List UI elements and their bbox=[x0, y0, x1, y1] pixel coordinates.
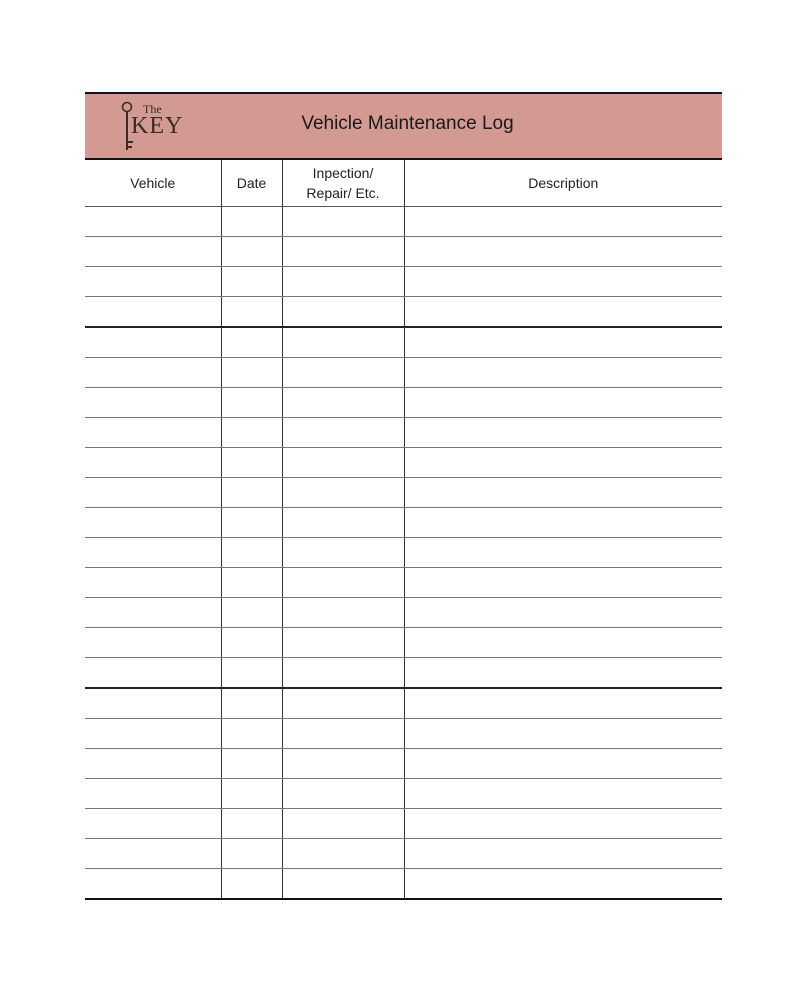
description-cell[interactable] bbox=[404, 779, 722, 809]
description-cell[interactable] bbox=[404, 267, 722, 297]
type-cell[interactable] bbox=[282, 207, 404, 237]
date-cell[interactable] bbox=[221, 869, 282, 900]
date-cell[interactable] bbox=[221, 267, 282, 297]
type-cell[interactable] bbox=[282, 658, 404, 689]
date-cell[interactable] bbox=[221, 839, 282, 869]
table-row bbox=[85, 688, 722, 719]
description-cell[interactable] bbox=[404, 237, 722, 267]
description-cell[interactable] bbox=[404, 508, 722, 538]
table-row bbox=[85, 448, 722, 478]
vehicle-cell[interactable] bbox=[85, 418, 221, 448]
type-cell[interactable] bbox=[282, 267, 404, 297]
type-cell[interactable] bbox=[282, 779, 404, 809]
vehicle-cell[interactable] bbox=[85, 658, 221, 689]
vehicle-cell[interactable] bbox=[85, 749, 221, 779]
type-cell[interactable] bbox=[282, 809, 404, 839]
column-header-date: Date bbox=[221, 160, 282, 207]
vehicle-cell[interactable] bbox=[85, 568, 221, 598]
type-cell[interactable] bbox=[282, 297, 404, 328]
vehicle-cell[interactable] bbox=[85, 358, 221, 388]
description-cell[interactable] bbox=[404, 568, 722, 598]
vehicle-cell[interactable] bbox=[85, 598, 221, 628]
date-cell[interactable] bbox=[221, 508, 282, 538]
column-header-description: Description bbox=[404, 160, 722, 207]
date-cell[interactable] bbox=[221, 478, 282, 508]
type-cell[interactable] bbox=[282, 508, 404, 538]
logo-small-text: The bbox=[143, 102, 162, 116]
vehicle-cell[interactable] bbox=[85, 779, 221, 809]
table-row bbox=[85, 538, 722, 568]
table-row bbox=[85, 658, 722, 689]
date-cell[interactable] bbox=[221, 749, 282, 779]
date-cell[interactable] bbox=[221, 568, 282, 598]
type-cell[interactable] bbox=[282, 628, 404, 658]
table-row bbox=[85, 869, 722, 900]
table-row bbox=[85, 297, 722, 328]
vehicle-cell[interactable] bbox=[85, 237, 221, 267]
table-row bbox=[85, 267, 722, 297]
type-cell[interactable] bbox=[282, 719, 404, 749]
date-cell[interactable] bbox=[221, 297, 282, 328]
vehicle-cell[interactable] bbox=[85, 719, 221, 749]
table-row bbox=[85, 508, 722, 538]
description-cell[interactable] bbox=[404, 628, 722, 658]
vehicle-cell[interactable] bbox=[85, 809, 221, 839]
vehicle-cell[interactable] bbox=[85, 839, 221, 869]
table-row bbox=[85, 779, 722, 809]
vehicle-cell[interactable] bbox=[85, 297, 221, 328]
type-cell[interactable] bbox=[282, 448, 404, 478]
description-cell[interactable] bbox=[404, 358, 722, 388]
date-cell[interactable] bbox=[221, 388, 282, 418]
maintenance-log-table bbox=[85, 160, 722, 900]
table-row bbox=[85, 237, 722, 267]
description-cell[interactable] bbox=[404, 658, 722, 689]
type-cell[interactable] bbox=[282, 598, 404, 628]
vehicle-cell[interactable] bbox=[85, 628, 221, 658]
table-row bbox=[85, 628, 722, 658]
description-cell[interactable] bbox=[404, 598, 722, 628]
type-cell[interactable] bbox=[282, 358, 404, 388]
type-cell[interactable] bbox=[282, 839, 404, 869]
vehicle-cell[interactable] bbox=[85, 869, 221, 900]
type-cell[interactable] bbox=[282, 327, 404, 358]
vehicle-cell[interactable] bbox=[85, 267, 221, 297]
date-cell[interactable] bbox=[221, 358, 282, 388]
description-cell[interactable] bbox=[404, 869, 722, 900]
type-cell[interactable] bbox=[282, 237, 404, 267]
table-row bbox=[85, 358, 722, 388]
date-cell[interactable] bbox=[221, 418, 282, 448]
date-cell[interactable] bbox=[221, 628, 282, 658]
type-cell[interactable] bbox=[282, 388, 404, 418]
description-cell[interactable] bbox=[404, 478, 722, 508]
description-cell[interactable] bbox=[404, 688, 722, 719]
table-header-row bbox=[85, 160, 722, 207]
description-cell[interactable] bbox=[404, 418, 722, 448]
date-cell[interactable] bbox=[221, 207, 282, 237]
table-row bbox=[85, 207, 722, 237]
table-row bbox=[85, 568, 722, 598]
date-cell[interactable] bbox=[221, 779, 282, 809]
vehicle-cell[interactable] bbox=[85, 327, 221, 358]
table-row bbox=[85, 809, 722, 839]
date-cell[interactable] bbox=[221, 719, 282, 749]
column-header-vehicle: Vehicle bbox=[85, 160, 221, 207]
type-cell[interactable] bbox=[282, 869, 404, 900]
date-cell[interactable] bbox=[221, 598, 282, 628]
document-title: Vehicle Maintenance Log bbox=[301, 113, 514, 134]
vehicle-cell[interactable] bbox=[85, 688, 221, 719]
description-cell[interactable] bbox=[404, 207, 722, 237]
description-cell[interactable] bbox=[404, 809, 722, 839]
vehicle-cell[interactable] bbox=[85, 538, 221, 568]
vehicle-cell[interactable] bbox=[85, 207, 221, 237]
description-cell[interactable] bbox=[404, 448, 722, 478]
logo-large-text: KEY bbox=[131, 113, 184, 139]
table-row bbox=[85, 327, 722, 358]
description-cell[interactable] bbox=[404, 538, 722, 568]
table-row bbox=[85, 598, 722, 628]
type-cell[interactable] bbox=[282, 538, 404, 568]
date-cell[interactable] bbox=[221, 237, 282, 267]
date-cell[interactable] bbox=[221, 448, 282, 478]
table-row bbox=[85, 839, 722, 869]
date-cell[interactable] bbox=[221, 809, 282, 839]
type-cell[interactable] bbox=[282, 568, 404, 598]
type-cell[interactable] bbox=[282, 749, 404, 779]
table-row bbox=[85, 388, 722, 418]
description-cell[interactable] bbox=[404, 388, 722, 418]
table-row bbox=[85, 418, 722, 448]
vehicle-cell[interactable] bbox=[85, 448, 221, 478]
date-cell[interactable] bbox=[221, 658, 282, 689]
maintenance-log-sheet bbox=[85, 92, 722, 900]
table-row bbox=[85, 478, 722, 508]
description-cell[interactable] bbox=[404, 297, 722, 328]
table-row bbox=[85, 749, 722, 779]
description-cell[interactable] bbox=[404, 749, 722, 779]
vehicle-cell[interactable] bbox=[85, 508, 221, 538]
date-cell[interactable] bbox=[221, 538, 282, 568]
vehicle-cell[interactable] bbox=[85, 388, 221, 418]
date-cell[interactable] bbox=[221, 327, 282, 358]
title-banner bbox=[85, 92, 722, 160]
description-cell[interactable] bbox=[404, 839, 722, 869]
table-row bbox=[85, 719, 722, 749]
type-cell[interactable] bbox=[282, 688, 404, 719]
type-cell[interactable] bbox=[282, 418, 404, 448]
vehicle-cell[interactable] bbox=[85, 478, 221, 508]
description-cell[interactable] bbox=[404, 327, 722, 358]
date-cell[interactable] bbox=[221, 688, 282, 719]
log-rows bbox=[85, 207, 722, 900]
type-cell[interactable] bbox=[282, 478, 404, 508]
description-cell[interactable] bbox=[404, 719, 722, 749]
column-header-inspection-repair: Inpection/ Repair/ Etc. bbox=[282, 160, 404, 207]
